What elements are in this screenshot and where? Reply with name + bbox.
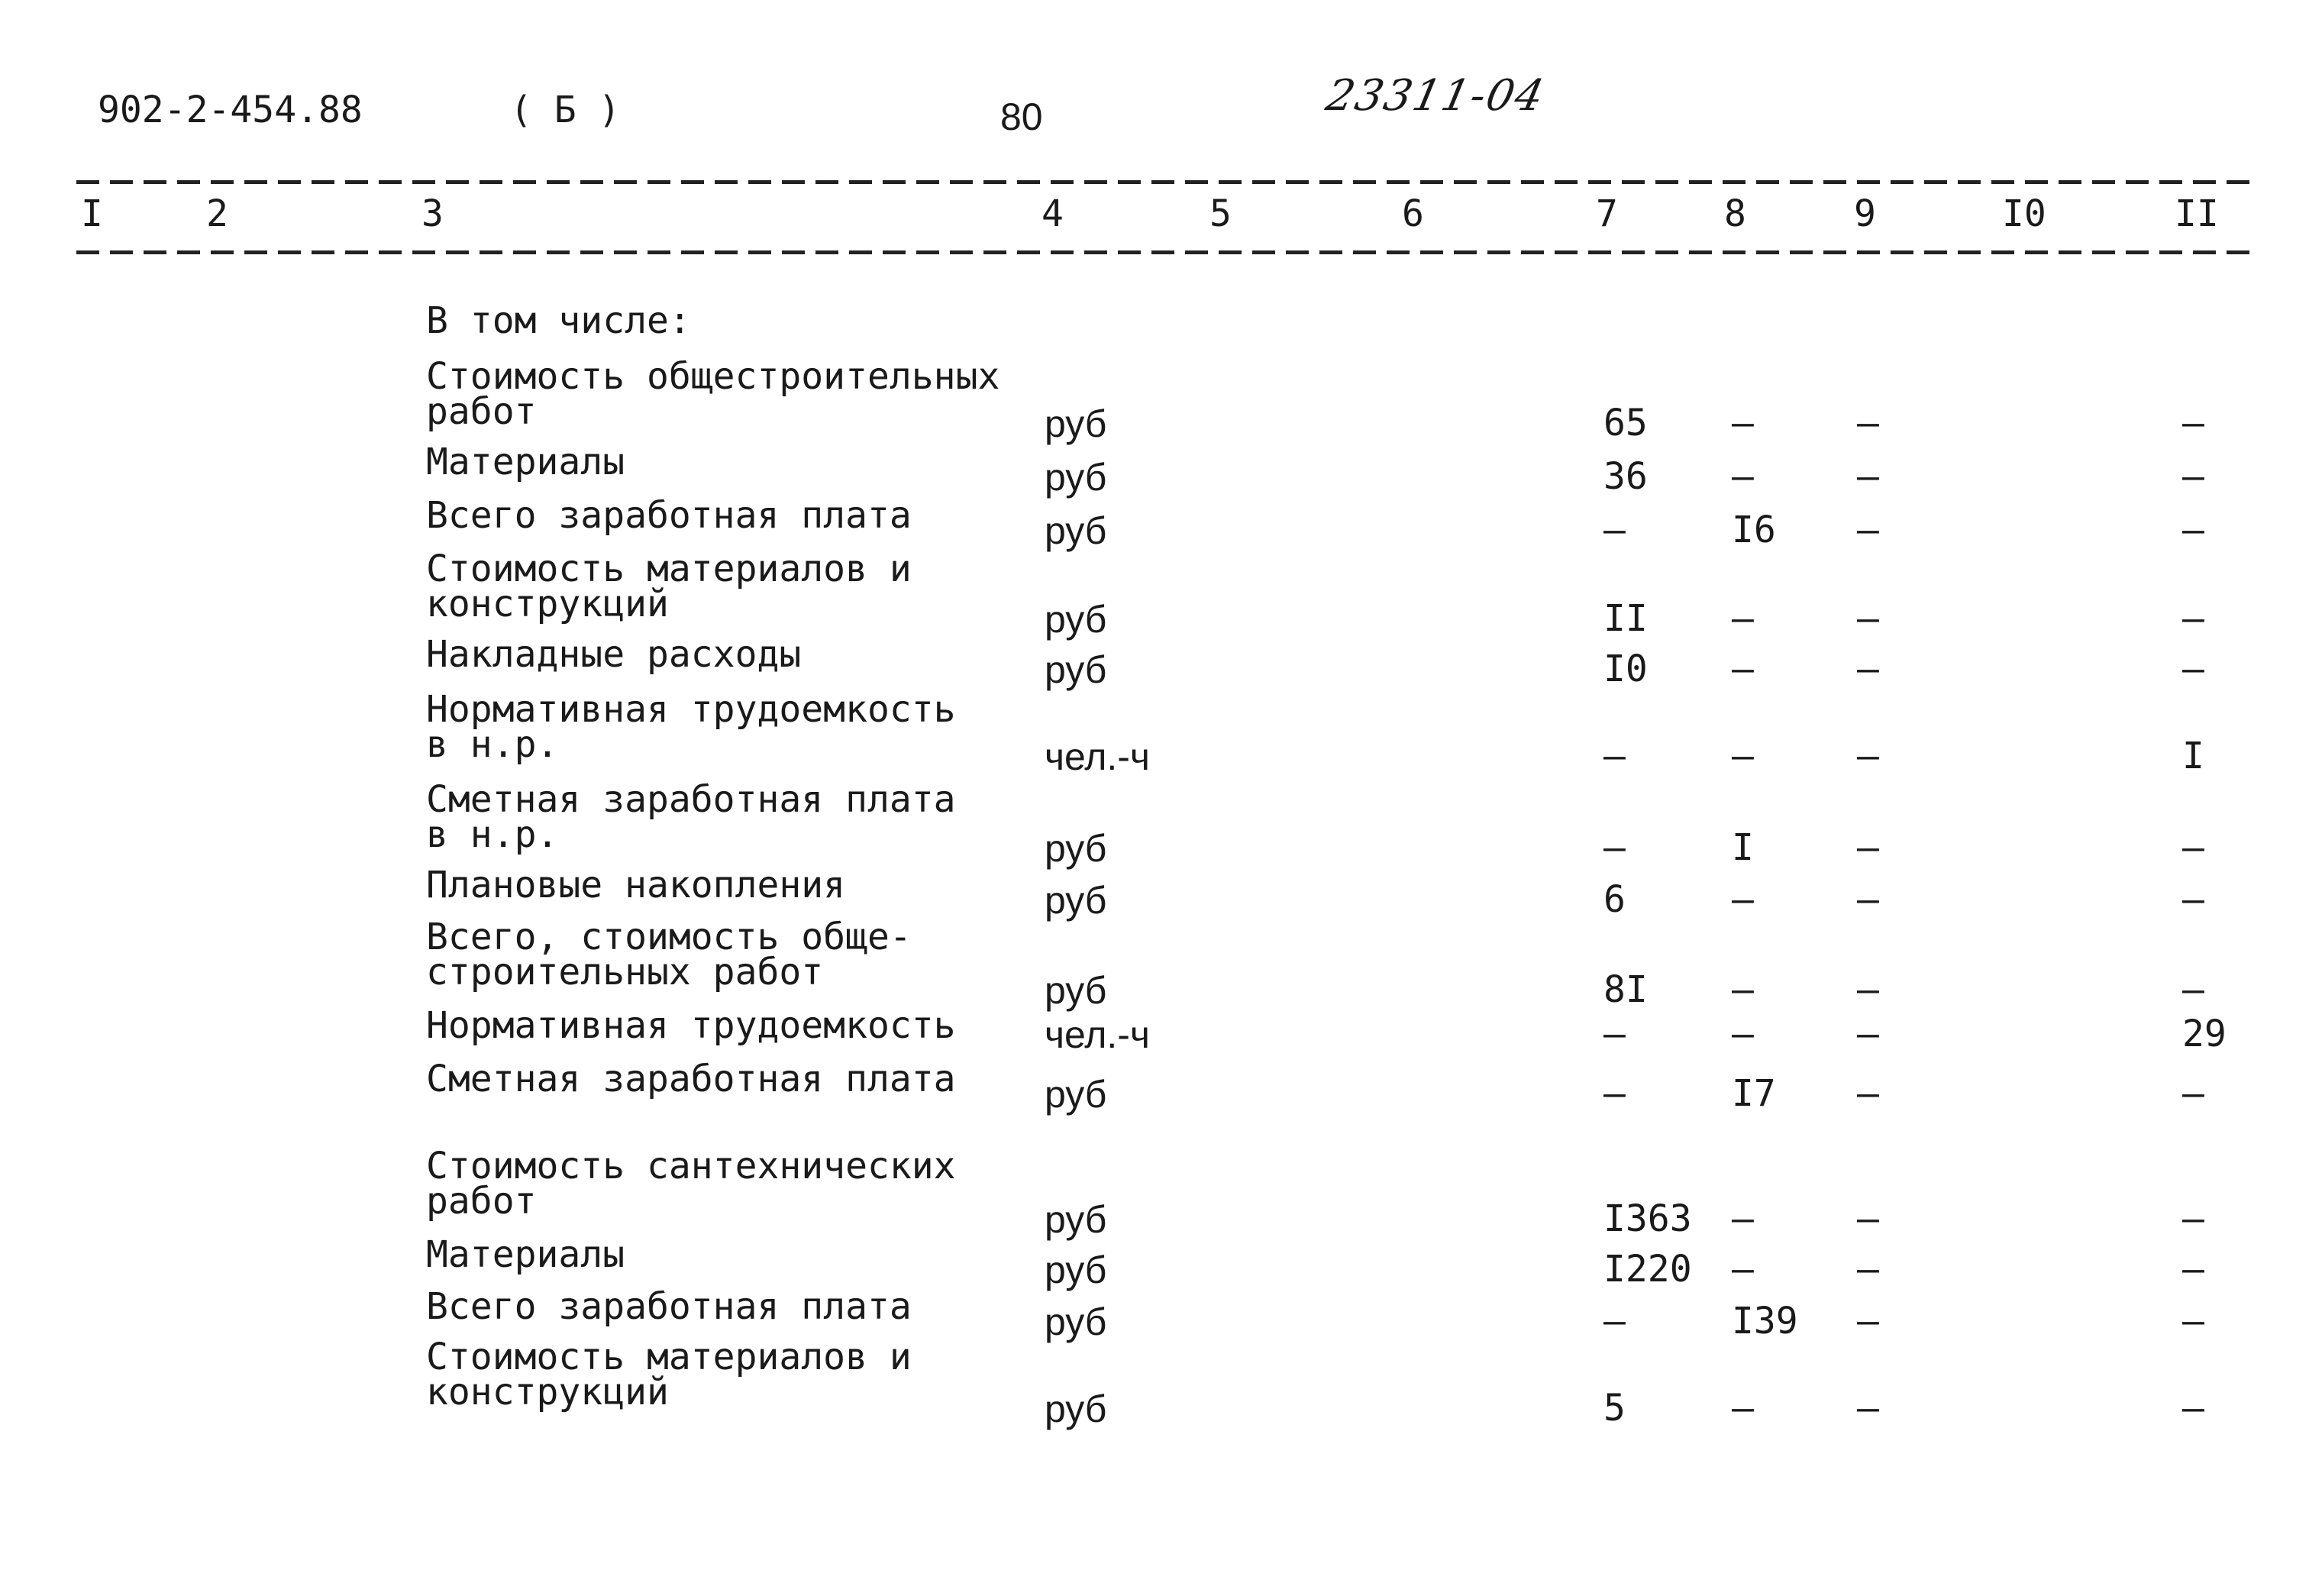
row-unit: руб xyxy=(1045,1300,1107,1343)
row-label: Стоимость материалов и конструкций xyxy=(426,548,912,625)
handwritten-inventory-number: 23311-04 xyxy=(1322,71,1550,121)
row-value-col11: – xyxy=(2182,402,2204,444)
column-number-4: 4 xyxy=(1041,192,1064,235)
column-number-10: I0 xyxy=(2002,192,2046,235)
row-value-col8: – xyxy=(1732,597,1754,640)
column-number-1: I xyxy=(81,192,103,235)
row-value-col9: – xyxy=(1857,648,1879,690)
document-code: 902-2-454.88 xyxy=(98,89,363,131)
row-unit: руб xyxy=(1045,456,1107,499)
row-label: Сметная заработная плата в н.р. xyxy=(426,778,956,856)
column-number-11: II xyxy=(2175,192,2219,235)
column-number-9: 9 xyxy=(1854,192,1876,235)
row-value-col9: – xyxy=(1857,402,1879,444)
row-value-col8: – xyxy=(1732,968,1754,1011)
row-value-col9: – xyxy=(1857,735,1879,777)
row-value-col7: – xyxy=(1603,735,1626,777)
column-number-7: 7 xyxy=(1596,192,1618,235)
row-value-col9: – xyxy=(1857,1197,1879,1240)
sheet-marker: ( Б ) xyxy=(510,89,621,131)
row-unit: чел.-ч xyxy=(1045,1013,1150,1056)
row-value-col9: – xyxy=(1857,878,1879,921)
row-unit: руб xyxy=(1045,1249,1107,1291)
row-value-col11: – xyxy=(2182,455,2204,498)
row-label: Стоимость общестроительных работ xyxy=(426,355,1000,433)
row-value-col7: I0 xyxy=(1603,648,1648,690)
row-value-col9: – xyxy=(1857,1072,1879,1115)
row-value-col11: 29 xyxy=(2182,1013,2227,1055)
column-number-5: 5 xyxy=(1209,192,1232,235)
row-value-col11: – xyxy=(2182,648,2204,690)
section-heading: В том числе: xyxy=(426,299,691,342)
row-value-col7: 36 xyxy=(1603,455,1648,498)
row-value-col11: – xyxy=(2182,1197,2204,1240)
row-value-col8: I6 xyxy=(1732,509,1776,551)
row-value-col9: – xyxy=(1857,455,1879,498)
row-value-col9: – xyxy=(1857,968,1879,1011)
row-value-col7: 8I xyxy=(1603,968,1648,1011)
row-value-col8: – xyxy=(1732,1197,1754,1240)
row-label: Материалы xyxy=(426,1233,625,1276)
row-value-col9: – xyxy=(1857,1387,1879,1430)
row-unit: руб xyxy=(1045,1198,1107,1241)
row-value-col7: – xyxy=(1603,826,1626,869)
row-unit: руб xyxy=(1045,402,1107,445)
row-label: Всего, стоимость обще- строительных работ xyxy=(426,916,912,993)
row-label: Нормативная трудоемкость в н.р. xyxy=(426,688,956,766)
row-value-col8: – xyxy=(1732,402,1754,444)
row-value-col7: – xyxy=(1603,1072,1626,1115)
row-value-col7: 6 xyxy=(1603,878,1626,921)
row-value-col8: I xyxy=(1732,826,1754,869)
row-value-col8: – xyxy=(1732,878,1754,921)
row-value-col11: – xyxy=(2182,1300,2204,1342)
row-value-col9: – xyxy=(1857,826,1879,869)
row-value-col9: – xyxy=(1857,509,1879,551)
row-value-col8: – xyxy=(1732,455,1754,498)
row-unit: руб xyxy=(1045,598,1107,641)
row-value-col7: – xyxy=(1603,1300,1626,1342)
page-number: 80 xyxy=(1000,95,1043,138)
row-label: Стоимость сантехнических работ xyxy=(426,1145,956,1223)
row-value-col11: – xyxy=(2182,1387,2204,1430)
row-value-col11: – xyxy=(2182,1072,2204,1115)
row-value-col8: – xyxy=(1732,648,1754,690)
table-header-top-rule xyxy=(76,180,2252,184)
row-value-col7: I220 xyxy=(1603,1248,1692,1291)
row-value-col11: – xyxy=(2182,1248,2204,1291)
row-unit: руб xyxy=(1045,879,1107,922)
row-label: Стоимость материалов и конструкций xyxy=(426,1336,912,1413)
row-label: Всего заработная плата xyxy=(426,1285,912,1328)
row-value-col11: – xyxy=(2182,597,2204,640)
row-unit: руб xyxy=(1045,827,1107,870)
row-value-col11: – xyxy=(2182,826,2204,869)
row-unit: руб xyxy=(1045,648,1107,691)
row-value-col7: I363 xyxy=(1603,1197,1692,1240)
row-value-col11: I xyxy=(2182,735,2204,777)
row-value-col8: – xyxy=(1732,1013,1754,1055)
row-label: Накладные расходы xyxy=(426,633,802,676)
row-value-col7: – xyxy=(1603,1013,1626,1055)
row-value-col8: – xyxy=(1732,1248,1754,1291)
column-number-3: 3 xyxy=(421,192,444,235)
row-label: Сметная заработная плата xyxy=(426,1058,956,1100)
row-value-col7: – xyxy=(1603,509,1626,551)
row-unit: руб xyxy=(1045,509,1107,552)
row-value-col11: – xyxy=(2182,878,2204,921)
table-header-bottom-rule xyxy=(76,250,2252,254)
row-value-col9: – xyxy=(1857,1248,1879,1291)
row-unit: чел.-ч xyxy=(1045,735,1150,778)
row-label: Плановые накопления xyxy=(426,864,846,906)
row-label: Всего заработная плата xyxy=(426,494,912,537)
row-value-col7: 5 xyxy=(1603,1387,1626,1430)
column-number-6: 6 xyxy=(1402,192,1424,235)
column-number-8: 8 xyxy=(1724,192,1746,235)
row-unit: руб xyxy=(1045,969,1107,1012)
row-value-col7: 65 xyxy=(1603,402,1648,444)
row-label: Материалы xyxy=(426,441,625,483)
row-value-col8: – xyxy=(1732,735,1754,777)
row-value-col7: II xyxy=(1603,597,1648,640)
row-value-col8: I7 xyxy=(1732,1072,1776,1115)
row-unit: руб xyxy=(1045,1388,1107,1430)
row-unit: руб xyxy=(1045,1073,1107,1116)
row-value-col9: – xyxy=(1857,597,1879,640)
row-value-col8: – xyxy=(1732,1387,1754,1430)
row-value-col8: I39 xyxy=(1732,1300,1798,1342)
column-number-2: 2 xyxy=(206,192,228,235)
row-value-col11: – xyxy=(2182,968,2204,1011)
row-value-col9: – xyxy=(1857,1300,1879,1342)
row-value-col11: – xyxy=(2182,509,2204,551)
row-value-col9: – xyxy=(1857,1013,1879,1055)
row-label: Нормативная трудоемкость xyxy=(426,1004,956,1047)
